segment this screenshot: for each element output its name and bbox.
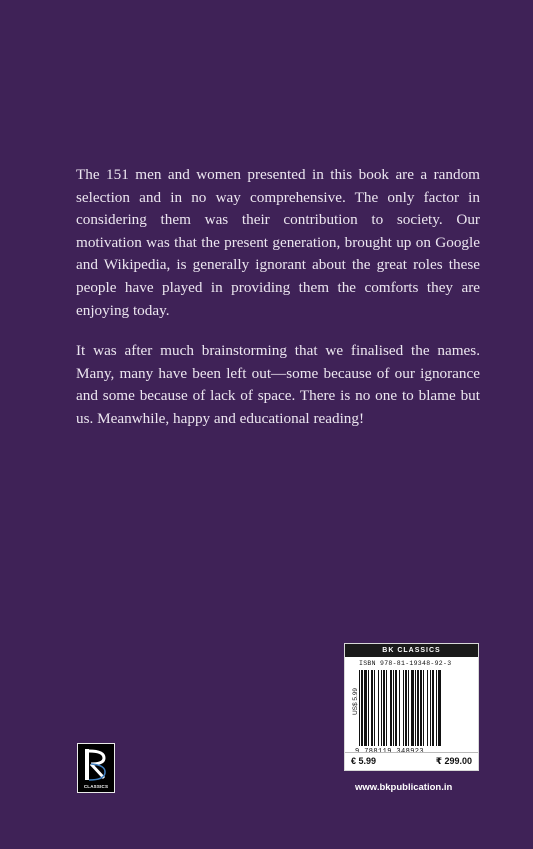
- barcode-bar: [386, 670, 387, 746]
- barcode-bar: [371, 670, 373, 746]
- euro-price: € 5.99: [351, 756, 377, 766]
- barcode-bar: [364, 670, 367, 746]
- inr-price: ₹ 299.00: [435, 756, 472, 766]
- barcode-bar: [359, 670, 360, 746]
- barcode-bar: [417, 670, 419, 746]
- bk-logo-icon: [82, 747, 110, 783]
- barcode-bar: [427, 670, 428, 746]
- back-cover-blurb: [76, 164, 480, 449]
- barcode-bar: [405, 670, 407, 746]
- barcode-bar: [374, 670, 375, 746]
- barcode-bar: [436, 670, 437, 746]
- barcode-bar: [438, 670, 441, 746]
- barcode-bar: [378, 670, 379, 746]
- barcode-bar: [432, 670, 434, 746]
- barcode-bar: [393, 670, 394, 746]
- barcode-bar: [408, 670, 409, 746]
- barcode-icon: [359, 670, 471, 746]
- publisher-logo: [77, 743, 115, 793]
- publisher-website: www.bkpublication.in: [355, 782, 453, 793]
- blurb-paragraph-2: It was after much brainstorming that we finalised the names. Many, many have been left out—some because of our ignorance and some because of lack of space. There is no one to blame but us. Meanwhile, happy and educational reading!: [76, 342, 480, 427]
- barcode-bar: [368, 670, 369, 746]
- barcode-bar: [411, 670, 414, 746]
- barcode-bar: [403, 670, 404, 746]
- barcode-bar: [415, 670, 416, 746]
- barcode-bar: [423, 670, 424, 746]
- isbn-text: ISBN 978-81-19348-92-3: [359, 660, 452, 667]
- barcode-bar: [420, 670, 422, 746]
- blurb-paragraph-1: The 151 men and women presented in this book are a random selection and in no way comprehensive. The only factor in considering them was their contribution to society. Our motivation was that the present generation, brought up on Google and Wikipedia, is generally ignorant about the great roles these people have played in providing them the comforts they are enjoying today.: [76, 166, 480, 319]
- us-price: US$ 5.99: [352, 687, 360, 716]
- barcode-bar: [381, 670, 382, 746]
- barcode-panel: [344, 643, 479, 771]
- logo-label: CLASSICS: [83, 784, 109, 789]
- barcode-bar: [383, 670, 385, 746]
- barcode-bar: [361, 670, 363, 746]
- barcode-bar: [390, 670, 392, 746]
- price-row: [345, 752, 478, 770]
- barcode-digits: 9 788119 348923: [355, 748, 425, 756]
- series-label: BK CLASSICS: [345, 644, 478, 657]
- barcode-bar: [430, 670, 431, 746]
- barcode-bar: [399, 670, 400, 746]
- barcode-bar: [395, 670, 397, 746]
